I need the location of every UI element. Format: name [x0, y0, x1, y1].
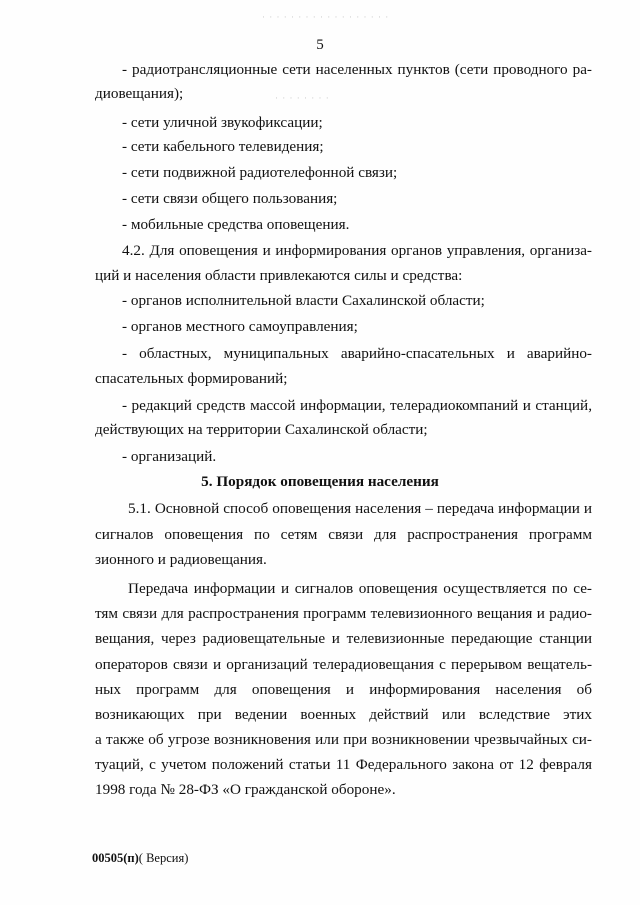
text-line: возникающих при ведении военных действий или вследствие этих [95, 706, 592, 723]
text-line: - сети подвижной радиотелефонной связи; [122, 164, 398, 181]
page-number: 5 [316, 37, 324, 53]
text-line: туаций, с учетом положений статьи 11 Федерального закона от 12 февраля [95, 756, 592, 773]
text-line: - организаций. [122, 448, 217, 465]
scan-artifact: · · · · · · · · [275, 93, 330, 103]
footer-version: ( Версия) [138, 851, 189, 865]
text-line: зионного и радиовещания. [95, 551, 267, 568]
text-line: Передача информации и сигналов оповещения осуществляется по се- [128, 580, 592, 597]
text-line: спасательных формирований; [95, 370, 288, 387]
text-line: ных программ для оповещения и информирования населения об [95, 681, 592, 698]
text-line: - редакций средств массой информации, телерадиокомпаний и станций, [122, 397, 592, 414]
text-line: диовещания); [95, 85, 184, 102]
text-line: 1998 года № 28-ФЗ «О гражданской обороне». [95, 781, 396, 798]
text-line: действующих на территории Сахалинской области; [95, 421, 428, 438]
footer-code: 00505(п) [92, 851, 139, 865]
text-line: - сети уличной звукофиксации; [122, 114, 323, 131]
scan-artifact: · · · · · · · · · · · · · · · · · · [262, 12, 390, 22]
text-line: 5.1. Основной способ оповещения населения – передача информации и [128, 500, 592, 517]
document-footer [92, 851, 188, 866]
text-line: вещания, через радиовещательные и телевизионные передающие станции [95, 630, 592, 647]
text-line: операторов связи и организаций телерадиовещания с перерывом вещатель- [95, 656, 592, 673]
text-line: сигналов оповещения по сетям связи для распространения программ [95, 526, 592, 543]
text-line: - сети связи общего пользования; [122, 190, 338, 207]
section-heading: 5. Порядок оповещения населения [201, 473, 439, 490]
text-line: 4.2. Для оповещения и информирования органов управления, организа- [122, 242, 592, 259]
text-line: тям связи для распространения программ телевизионного вещания и радио- [95, 605, 592, 622]
text-line: - сети кабельного телевидения; [122, 138, 324, 155]
text-line: а также об угрозе возникновения или при возникновении чрезвычайных си- [95, 731, 592, 748]
text-line: - органов местного самоуправления; [122, 318, 358, 335]
text-line: - мобильные средства оповещения. [122, 216, 350, 233]
text-line: - радиотрансляционные сети населенных пунктов (сети проводного ра- [122, 61, 592, 78]
text-line: - областных, муниципальных аварийно-спасательных и аварийно- [122, 345, 592, 362]
text-line: - органов исполнительной власти Сахалинской области; [122, 292, 485, 309]
text-line: ций и населения области привлекаются силы и средства: [95, 267, 463, 284]
